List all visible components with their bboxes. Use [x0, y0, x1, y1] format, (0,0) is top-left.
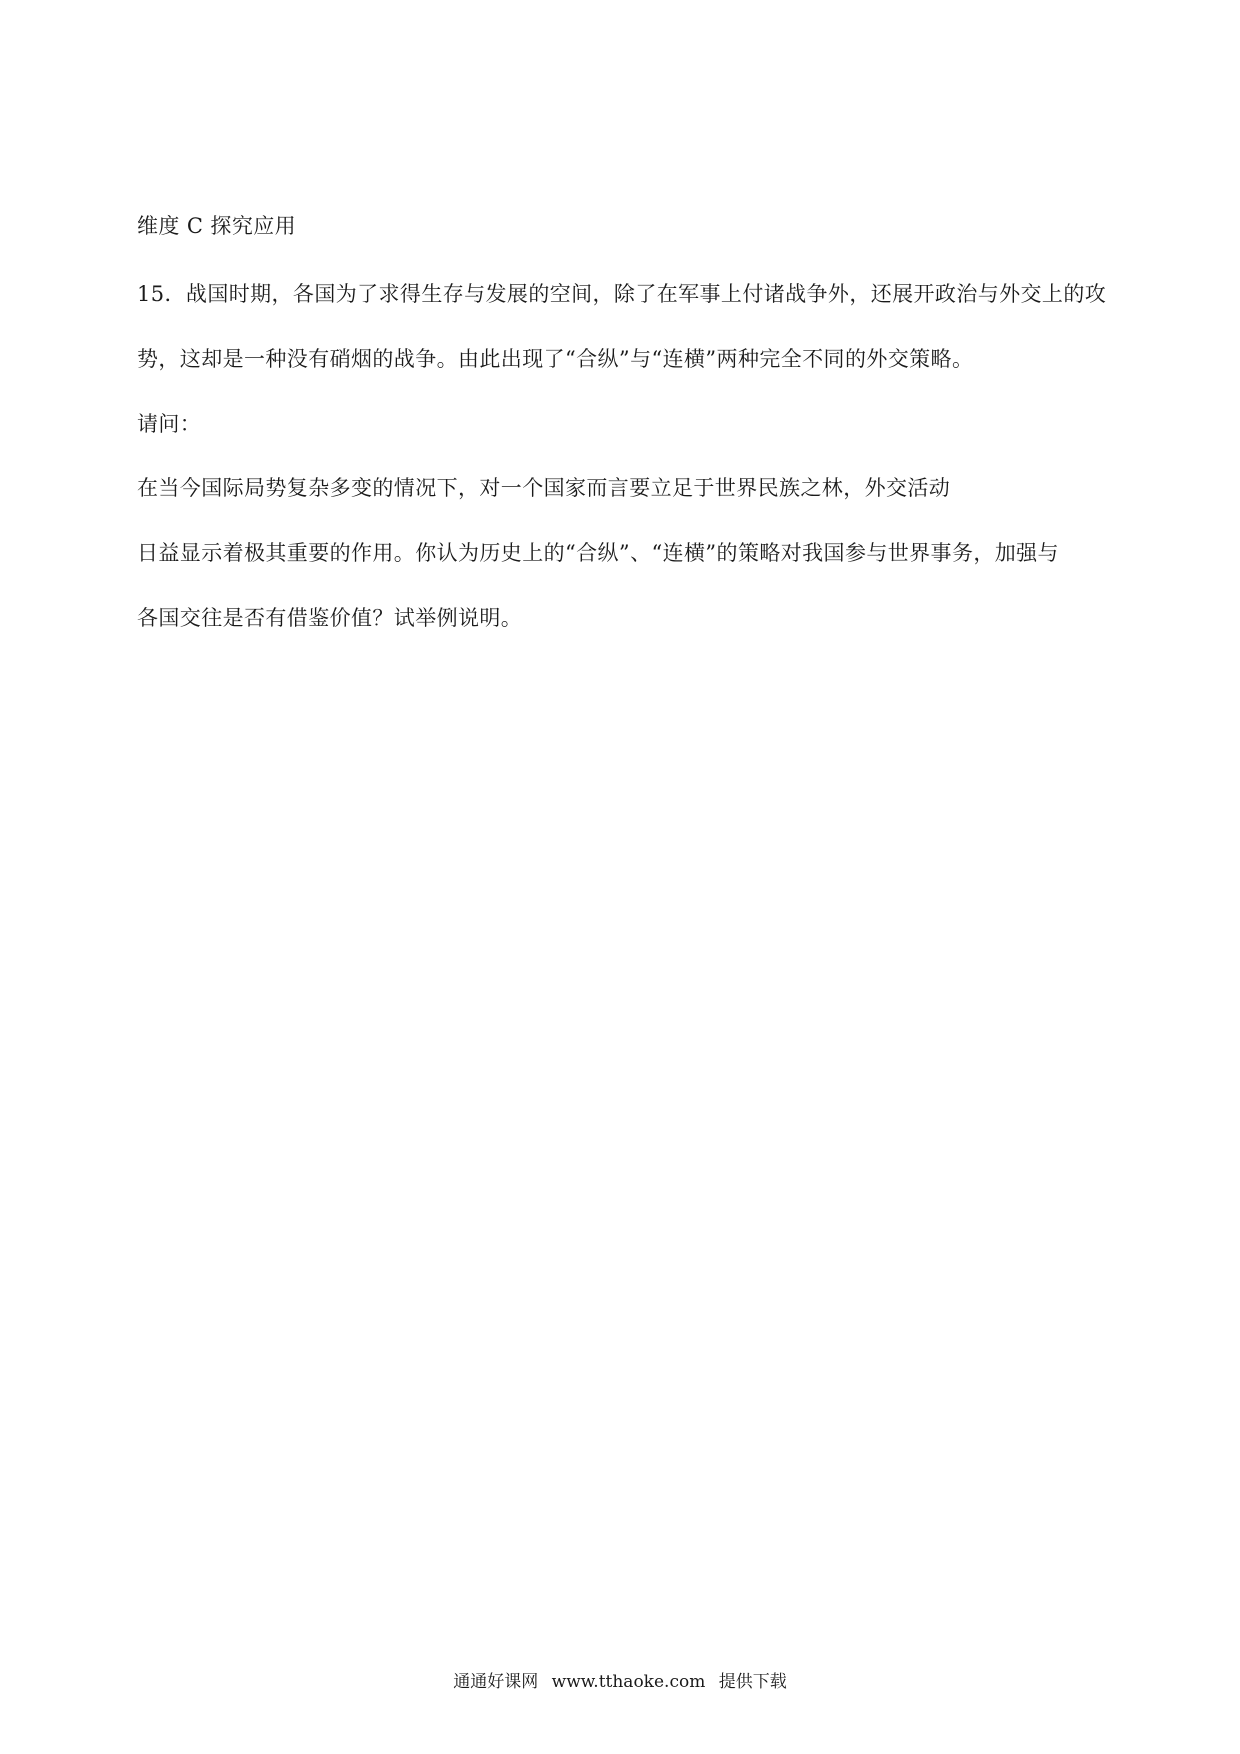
question-ask-label: 请问：: [137, 412, 202, 436]
question-text-line-1: 15．战国时期，各国为了求得生存与发展的空间，除了在军事上付诸战争外，还展开政治与外交上的攻: [137, 282, 1107, 306]
footer-suffix: 提供下载: [718, 1672, 787, 1692]
question-prompt-line-3: 各国交往是否有借鉴价值？试举例说明。: [137, 606, 523, 630]
question-prompt-line-1: 在当今国际局势复杂多变的情况下，对一个国家而言要立足于世界民族之林，外交活动: [137, 476, 951, 500]
question-text-line-2: 势，这却是一种没有硝烟的战争。由此出现了“合纵”与“连横”两种完全不同的外交策略。: [137, 347, 974, 371]
footer-site-url: www.tthaoke.com: [551, 1672, 706, 1692]
page-footer: [0, 1670, 1240, 1694]
footer-site-name: 通通好课网: [453, 1672, 539, 1692]
question-prompt-line-2: 日益显示着极其重要的作用。你认为历史上的“合纵”、“连横”的策略对我国参与世界事务，加强与: [137, 541, 1059, 565]
section-heading: 维度 C 探究应用: [137, 214, 297, 238]
